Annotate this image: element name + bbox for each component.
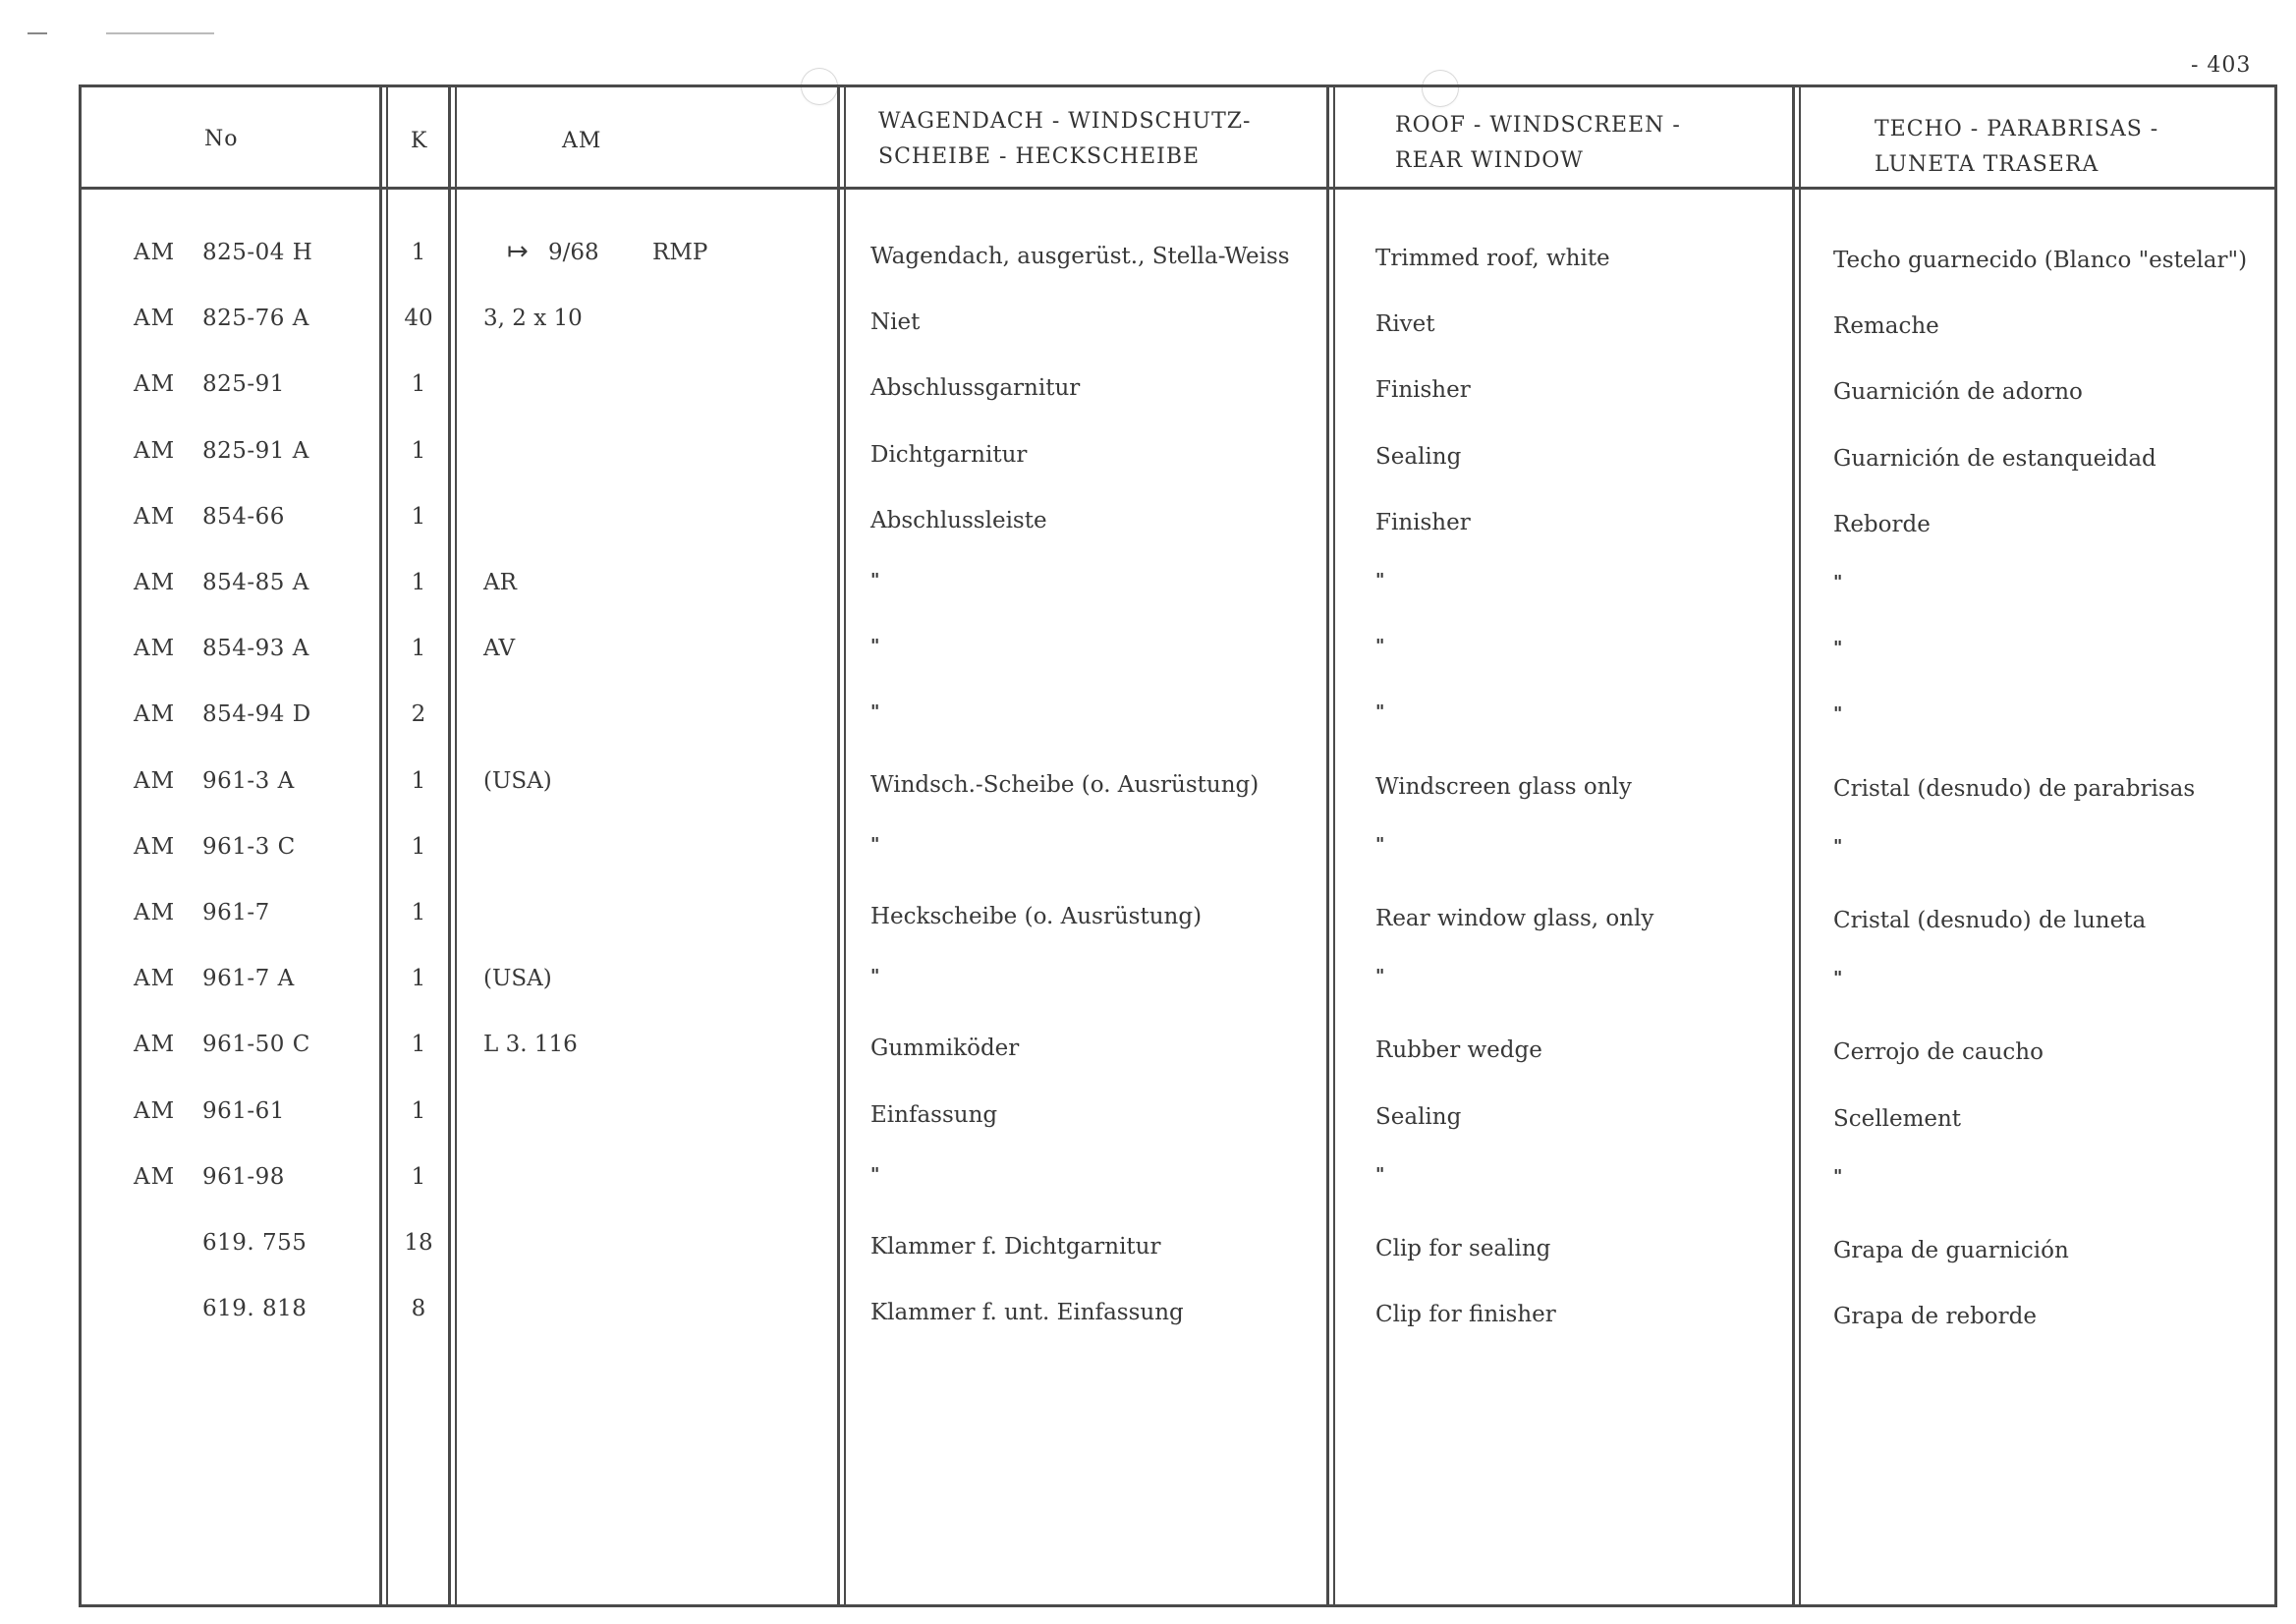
part-number: 619. 818 [202,1296,308,1321]
part-number: 961-7 A [202,966,295,991]
part-prefix: AM [134,240,176,265]
header-no: No [204,127,239,151]
description-english: Clip for sealing [1375,1236,1551,1261]
am-reference: (USA) [483,966,552,991]
part-number: 961-50 C [202,1032,310,1057]
quantity: 2 [411,701,426,727]
part-prefix: AM [134,636,176,661]
am-reference: AR [483,570,517,595]
quantity: 1 [411,570,426,595]
description-german: Klammer f. Dichtgarnitur [870,1234,1161,1260]
description-english: " [1375,636,1385,656]
part-prefix: AM [134,1098,176,1124]
description-english: Rivet [1375,311,1435,337]
part-prefix: AM [134,306,176,331]
header-separator [79,187,2277,190]
quantity: 1 [411,1098,426,1124]
page-number: - 403 [2191,53,2252,78]
header-k: K [411,129,428,153]
column-divider-k-am [448,84,451,1607]
description-german: Einfassung [870,1102,998,1128]
description-english: Sealing [1375,1104,1462,1130]
description-english: Sealing [1375,444,1462,470]
description-spanish: Cristal (desnudo) de luneta [1833,908,2147,933]
description-german: Gummiköder [870,1036,1020,1061]
scan-corner-mark [28,32,214,34]
part-prefix: AM [134,834,176,860]
description-german: Abschlussgarnitur [870,375,1081,401]
description-german: Heckscheibe (o. Ausrüstung) [870,904,1203,929]
part-prefix: AM [134,768,176,794]
description-english: " [1375,701,1385,722]
column-divider-german-english [1326,84,1329,1607]
am-reference: L 3. 116 [483,1032,578,1057]
description-english: Rear window glass, only [1375,906,1654,931]
part-number: 825-76 A [202,306,309,331]
description-english: " [1375,1164,1385,1185]
part-prefix: AM [134,900,176,925]
description-german: Niet [870,309,921,335]
am-extra-reference: RMP [652,240,708,265]
part-number: 825-91 A [202,438,309,464]
description-spanish: Reborde [1833,512,1931,537]
part-number: 854-66 [202,504,285,530]
description-german: " [870,570,880,590]
part-prefix: AM [134,371,176,397]
quantity: 40 [404,306,433,331]
description-german: Abschlussleiste [870,508,1047,533]
description-german: " [870,966,880,986]
description-spanish: Grapa de reborde [1833,1304,2037,1329]
description-spanish: Cristal (desnudo) de parabrisas [1833,776,2196,802]
header-spanish: TECHO - PARABRISAS - LUNETA TRASERA [1875,117,2159,177]
description-spanish: Grapa de guarnición [1833,1238,2069,1263]
quantity: 1 [411,504,426,530]
part-prefix: AM [134,1032,176,1057]
quantity: 1 [411,900,426,925]
am-reference: (USA) [483,768,552,794]
description-spanish: " [1833,968,1843,988]
description-german: " [870,636,880,656]
am-reference: 3, 2 x 10 [483,306,583,331]
part-number: 854-93 A [202,636,309,661]
part-number: 961-98 [202,1164,285,1190]
description-spanish: Scellement [1833,1106,1962,1132]
description-english: Windscreen glass only [1375,774,1632,800]
part-prefix: AM [134,966,176,991]
description-english: Rubber wedge [1375,1037,1542,1063]
description-spanish: " [1833,836,1843,857]
quantity: 1 [411,636,426,661]
description-spanish: " [1833,1166,1843,1187]
part-number: 961-3 A [202,768,295,794]
part-prefix: AM [134,701,176,727]
part-number: 619. 755 [202,1230,308,1256]
part-number: 825-04 H [202,240,313,265]
description-german: Windsch.-Scheibe (o. Ausrüstung) [870,772,1260,798]
quantity: 1 [411,371,426,397]
description-english: Finisher [1375,510,1471,535]
description-english: " [1375,570,1385,590]
description-german: Dichtgarnitur [870,442,1028,468]
description-spanish: " [1833,703,1843,724]
description-german: Klammer f. unt. Einfassung [870,1300,1184,1325]
description-english: " [1375,834,1385,855]
quantity: 18 [404,1230,433,1256]
description-english: Finisher [1375,377,1471,403]
description-english: Trimmed roof, white [1375,246,1610,271]
quantity: 1 [411,768,426,794]
column-divider-am-german [837,84,840,1607]
description-spanish: Guarnición de adorno [1833,379,2083,405]
description-spanish: Techo guarnecido (Blanco "estelar") [1833,248,2248,273]
header-german: WAGENDACH - WINDSCHUTZ- SCHEIBE - HECKSCHEIBE [878,109,1252,169]
description-spanish: Guarnición de estanqueidad [1833,446,2156,472]
am-reference: 9/68 [548,240,599,265]
header-am: AM [562,129,602,153]
description-german: " [870,701,880,722]
description-spanish: Remache [1833,313,1939,339]
part-prefix: AM [134,1164,176,1190]
description-english: " [1375,966,1385,986]
column-divider-no-k [379,84,382,1607]
part-number: 854-94 D [202,701,311,727]
column-divider-english-spanish [1792,84,1795,1607]
description-german: Wagendach, ausgerüst., Stella-Weiss [870,244,1290,269]
description-spanish: " [1833,572,1843,592]
quantity: 1 [411,966,426,991]
quantity: 8 [411,1296,426,1321]
part-number: 961-7 [202,900,270,925]
am-reference: AV [483,636,516,661]
quantity: 1 [411,834,426,860]
description-german: " [870,834,880,855]
header-english: ROOF - WINDSCREEN - REAR WINDOW [1395,113,1681,173]
quantity: 1 [411,1164,426,1190]
part-prefix: AM [134,570,176,595]
part-number: 825-91 [202,371,285,397]
description-english: Clip for finisher [1375,1302,1556,1327]
quantity: 1 [411,1032,426,1057]
quantity: 1 [411,240,426,265]
part-number: 961-61 [202,1098,285,1124]
part-number: 961-3 C [202,834,296,860]
part-prefix: AM [134,504,176,530]
description-german: " [870,1164,880,1185]
part-number: 854-85 A [202,570,309,595]
description-spanish: Cerrojo de caucho [1833,1039,2044,1065]
description-spanish: " [1833,638,1843,658]
effective-from-arrow-icon: ↦ [507,237,529,266]
part-prefix: AM [134,438,176,464]
quantity: 1 [411,438,426,464]
